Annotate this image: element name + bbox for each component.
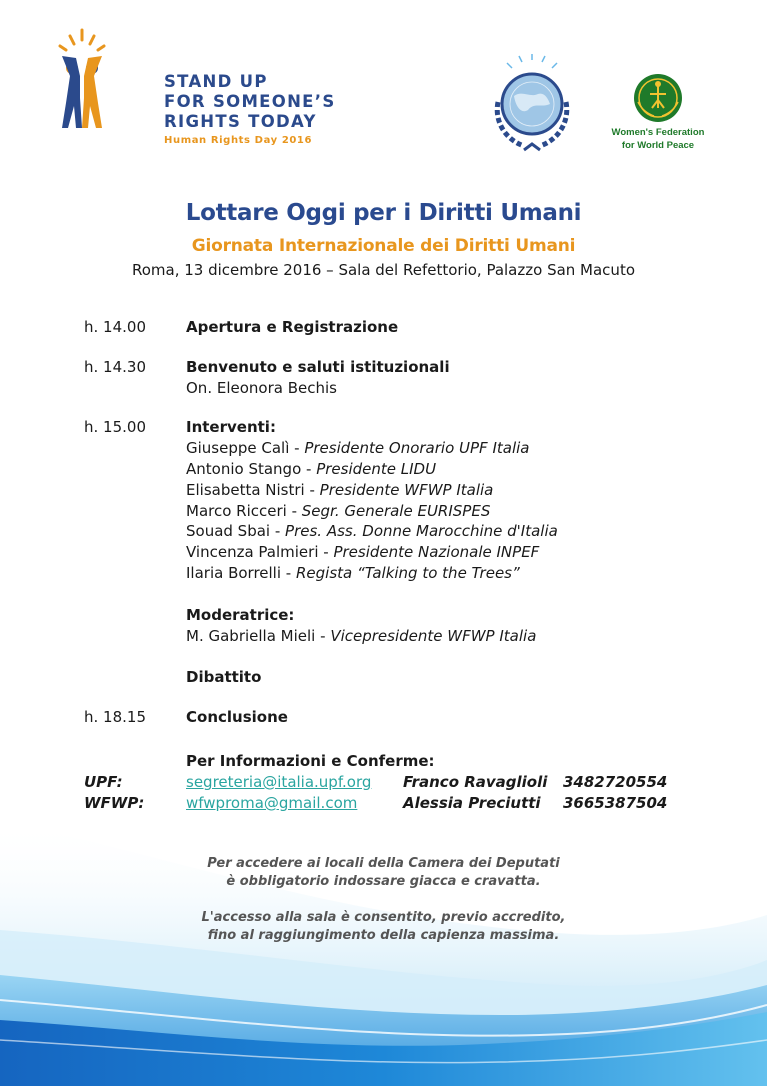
- moderator-name: M. Gabriella Mieli: [186, 626, 316, 645]
- logo-line-3: RIGHTS TODAY: [164, 112, 317, 131]
- speaker-row: Ilaria Borrelli - Regista “Talking to the Trees”: [186, 563, 520, 582]
- speaker-row: Marco Ricceri - Segr. Generale EURISPES: [186, 501, 491, 520]
- contact-phone: 3482720554: [563, 773, 668, 791]
- note-line: è obbligatorio indossare giacca e cravatta.: [226, 874, 541, 889]
- speaker-role: Segr. Generale EURISPES: [301, 501, 491, 520]
- agenda-time: h. 14.00: [84, 318, 146, 336]
- speaker-name: Giuseppe Calì: [186, 439, 290, 458]
- globe-laurel-icon: [484, 52, 580, 156]
- agenda-time: h. 14.30: [84, 357, 146, 376]
- note-line: fino al raggiungimento della capienza massima.: [207, 928, 560, 943]
- note-line: L'accesso alla sala è consentito, previo accredito,: [201, 910, 566, 925]
- page-subtitle: Giornata Internazionale dei Diritti Umani: [191, 236, 576, 256]
- speaker-name: Antonio Stango: [186, 459, 302, 478]
- agenda-title: Interventi:: [186, 418, 276, 437]
- contact-name: Alessia Preciutti: [403, 794, 541, 812]
- contacts-section: [84, 750, 744, 814]
- contacts-heading: Per Informazioni e Conferme:: [186, 752, 435, 770]
- agenda-item-talks: [84, 417, 724, 688]
- dress-code-note: [0, 855, 767, 891]
- speaker-role: Presidente Nazionale INPEF: [333, 543, 540, 562]
- speaker-role: Regista “Talking to the Trees”: [295, 563, 520, 582]
- human-rights-day-logo: [52, 28, 352, 158]
- agenda-item-closing: [84, 707, 724, 728]
- access-note: [0, 909, 767, 945]
- speaker-row: Giuseppe Calì - Presidente Onorario UPF Italia: [186, 439, 530, 458]
- speaker-name: Ilaria Borrelli: [186, 563, 282, 582]
- logo-line-2: FOR SOMEONE’S: [164, 92, 336, 111]
- agenda-title: Apertura e Registrazione: [186, 318, 399, 336]
- speaker-name: Vincenza Palmieri: [186, 543, 319, 562]
- speaker-name: Souad Sbai: [186, 522, 271, 541]
- agenda-title: Benvenuto e saluti istituzionali: [186, 357, 450, 376]
- speaker-row: Antonio Stango - Presidente LIDU: [186, 459, 437, 478]
- moderator-heading: Moderatrice:: [186, 605, 295, 624]
- speaker-name: Marco Ricceri: [186, 501, 287, 520]
- logo-subtitle: Human Rights Day 2016: [164, 135, 313, 146]
- moderator-role: Vicepresidente WFWP Italia: [330, 626, 537, 645]
- agenda-time: h. 15.00: [84, 418, 146, 437]
- agenda: [84, 317, 724, 747]
- speaker-name: Elisabetta Nistri: [186, 480, 305, 499]
- speaker-role: Presidente Onorario UPF Italia: [304, 439, 530, 458]
- contact-email-link[interactable]: wfwproma@gmail.com: [186, 794, 358, 812]
- speaker-row: Vincenza Palmieri - Presidente Nazionale INPEF: [186, 543, 540, 562]
- contact-name: Franco Ravaglioli: [403, 773, 548, 791]
- page-title: Lottare Oggi per i Diritti Umani: [185, 200, 582, 226]
- logo-line-1: STAND UP: [164, 72, 268, 91]
- speaker-name: On. Eleonora Bechis: [186, 378, 337, 397]
- debate-heading: Dibattito: [186, 668, 262, 687]
- speaker-role: Pres. Ass. Donne Marocchine d'Italia: [285, 522, 558, 541]
- wfwp-caption: Women's Federation for World Peace: [611, 127, 705, 151]
- event-venue: Roma, 13 dicembre 2016 – Sala del Refettorio, Palazzo San Macuto: [131, 261, 635, 279]
- agenda-title: Conclusione: [186, 708, 288, 727]
- agenda-time: h. 18.15: [84, 708, 146, 727]
- contact-row-upf: [84, 772, 744, 793]
- agenda-item-opening: [84, 317, 724, 338]
- contact-phone: 3665387504: [563, 794, 668, 812]
- speaker-role: Presidente LIDU: [316, 459, 437, 478]
- contact-email-link[interactable]: segreteria@italia.upf.org: [186, 773, 372, 791]
- access-notes: [0, 855, 767, 963]
- speaker-role: Presidente WFWP Italia: [319, 480, 494, 499]
- contact-org: WFWP:: [84, 794, 145, 812]
- note-line: Per accedere ai locali della Camera dei Deputati: [207, 856, 560, 871]
- speaker-row: Elisabetta Nistri - Presidente WFWP Italia: [186, 480, 494, 499]
- wfwp-emblem-icon: [608, 74, 708, 124]
- contact-org: UPF:: [84, 773, 123, 791]
- upf-logo: [484, 52, 580, 156]
- moderator-row: M. Gabriella Mieli - Vicepresidente WFWP Italia: [186, 626, 537, 645]
- contact-row-wfwp: [84, 793, 744, 814]
- speaker-row: Souad Sbai - Pres. Ass. Donne Marocchine d'Italia: [186, 522, 558, 541]
- wfwp-logo: [608, 74, 708, 154]
- agenda-item-welcome: [84, 357, 724, 399]
- two-people-icon: [52, 28, 112, 138]
